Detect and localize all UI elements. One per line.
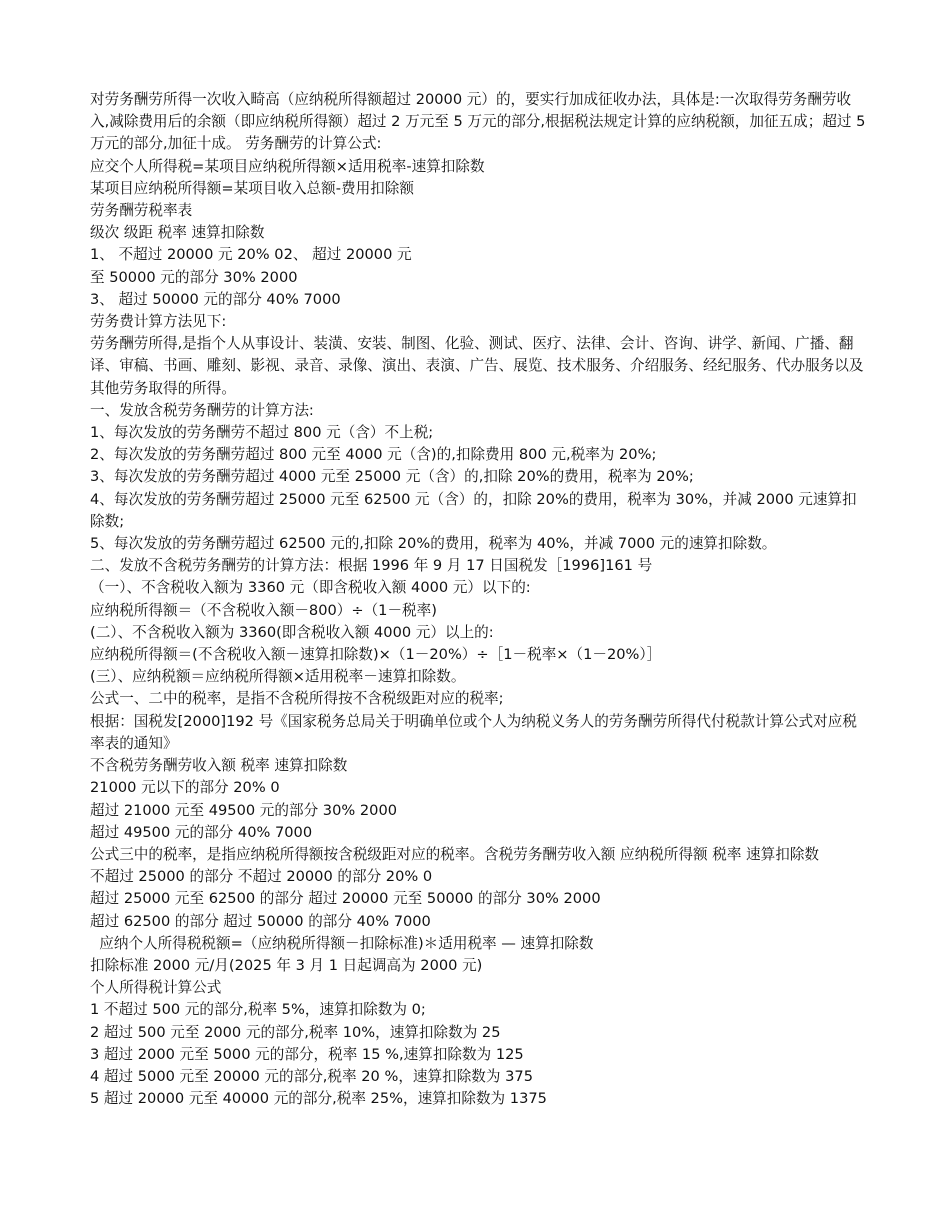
subsection-1: （一）、不含税收入额为 3360 元（即含税收入额 4000 元）以下的: — [90, 579, 531, 597]
note-formula-rates: 公式一、二中的税率，是指不含税所得按不含税级距对应的税率; — [90, 690, 504, 708]
untaxed-table-row: 21000 元以下的部分 20% 0 — [90, 779, 280, 797]
rate-table-row: 1、 不超过 20000 元 20% 02、 超过 20000 元 — [90, 246, 412, 264]
untaxed-table-row: 超过 49500 元的部分 40% 7000 — [90, 823, 313, 841]
bracket-item: 3 超过 2000 元至 5000 元的部分，税率 15 %,速算扣除数为 125 — [90, 1045, 524, 1063]
heading-calc-method: 劳务费计算方法见下: — [90, 313, 227, 331]
untaxed-table-row: 超过 21000 元至 49500 元的部分 30% 2000 — [90, 801, 398, 819]
paragraph-definition: 劳务酬劳所得,是指个人从事设计、装潢、安装、制图、化验、测试、医疗、法律、会计、咨询、讲学、新闻、广播、翻译、审稿、书画、雕刻、影视、录音、录像、演出、表演、广告、展览、技术服务、介绍服务、经纪服务、代办服务以及其他劳务取得的所得。 — [90, 335, 864, 397]
rule-item: 3、每次发放的劳务酬劳超过 4000 元至 25000 元（含）的,扣除 20%的费用，税率为 20%; — [90, 468, 694, 486]
rate-table-row: 3、 超过 50000 元的部分 40% 7000 — [90, 290, 341, 308]
rule-item: 2、每次发放的劳务酬劳超过 800 元至 4000 元（含)的,扣除费用 800 元,税率为 20%; — [90, 446, 657, 464]
taxed-table-row: 超过 25000 元至 62500 的部分 超过 20000 元至 50000 的部分 30% 2000 — [90, 890, 601, 908]
deduction-standard: 扣除标准 2000 元/月(2025 年 3 月 1 日起调高为 2000 元) — [90, 956, 483, 974]
reference-notice: 根据：国税发[2000]192 号《国家税务总局关于明确单位或个人为纳税义务人的劳务酬劳所得代付税款计算公式对应税率表的通知》 — [90, 712, 857, 752]
subsection-2: (二）、不含税收入额为 3360(即含税收入额 4000 元）以上的: — [90, 623, 494, 641]
rule-item: 5、每次发放的劳务酬劳超过 62500 元的,扣除 20%的费用，税率为 40%，并减 7000 元的速算扣除数。 — [90, 535, 777, 553]
paragraph-intro: 对劳务酬劳所得一次收入畸高（应纳税所得额超过 20000 元）的，要实行加成征收办法，具体是:一次取得劳务酬劳收入,减除费用后的余额（即应纳税所得额）超过 2 万元至 5 万元的部分,根据税法规定计算的应纳税额，加征五成；超过 5 万元的部分,加征十成。 劳务酬劳的计算公式: — [90, 91, 866, 153]
document-body — [90, 89, 870, 1110]
heading-rate-table: 劳务酬劳税率表 — [90, 202, 193, 220]
formula-2: 应纳税所得额＝(不含税收入额－速算扣除数)×（1－20%）÷［1－税率×（1－20%）］ — [90, 646, 662, 664]
rate-table-row: 至 50000 元的部分 30% 2000 — [90, 268, 298, 286]
formula-1: 应纳税所得额＝（不含税收入额－800）÷（1－税率) — [90, 601, 437, 619]
rule-item: 1、每次发放的劳务酬劳不超过 800 元（含）不上税; — [90, 424, 434, 442]
bracket-item: 2 超过 500 元至 2000 元的部分,税率 10%，速算扣除数为 25 — [90, 1023, 501, 1041]
section-heading-untaxed: 二、发放不含税劳务酬劳的计算方法：根据 1996 年 9 月 17 日国税发［1996]161 号 — [90, 557, 653, 575]
subsection-3: (三）、应纳税额＝应纳税所得额×适用税率－速算扣除数。 — [90, 668, 466, 686]
bracket-item: 4 超过 5000 元至 20000 元的部分,税率 20 %，速算扣除数为 375 — [90, 1067, 533, 1085]
heading-personal-tax: 个人所得税计算公式 — [90, 979, 222, 997]
bracket-item: 1 不超过 500 元的部分,税率 5%，速算扣除数为 0; — [90, 1001, 426, 1019]
taxed-table-row: 超过 62500 的部分 超过 50000 的部分 40% 7000 — [90, 912, 431, 930]
formula-taxable-income: 某项目应纳税所得额=某项目收入总额-费用扣除额 — [90, 179, 414, 197]
formula-tax-payable: 应交个人所得税=某项目应纳税所得额×适用税率-速算扣除数 — [90, 157, 485, 175]
taxed-table-row: 不超过 25000 的部分 不超过 20000 的部分 20% 0 — [90, 868, 433, 886]
untaxed-table-header: 不含税劳务酬劳收入额 税率 速算扣除数 — [90, 757, 348, 775]
formula-personal-tax: 应纳个人所得税税额=（应纳税所得额－扣除标准)＊适用税率 — 速算扣除数 — [90, 934, 594, 952]
bracket-item: 5 超过 20000 元至 40000 元的部分,税率 25%，速算扣除数为 1375 — [90, 1090, 547, 1108]
rule-item: 4、每次发放的劳务酬劳超过 25000 元至 62500 元（含）的，扣除 20%的费用，税率为 30%，并减 2000 元速算扣除数; — [90, 490, 857, 530]
section-heading-taxed: 一、发放含税劳务酬劳的计算方法: — [90, 401, 314, 419]
rate-table-header: 级次 级距 税率 速算扣除数 — [90, 224, 265, 242]
note-formula3-rates: 公式三中的税率，是指应纳税所得额按含税级距对应的税率。含税劳务酬劳收入额 应纳税所得额 税率 速算扣除数 — [90, 845, 820, 863]
